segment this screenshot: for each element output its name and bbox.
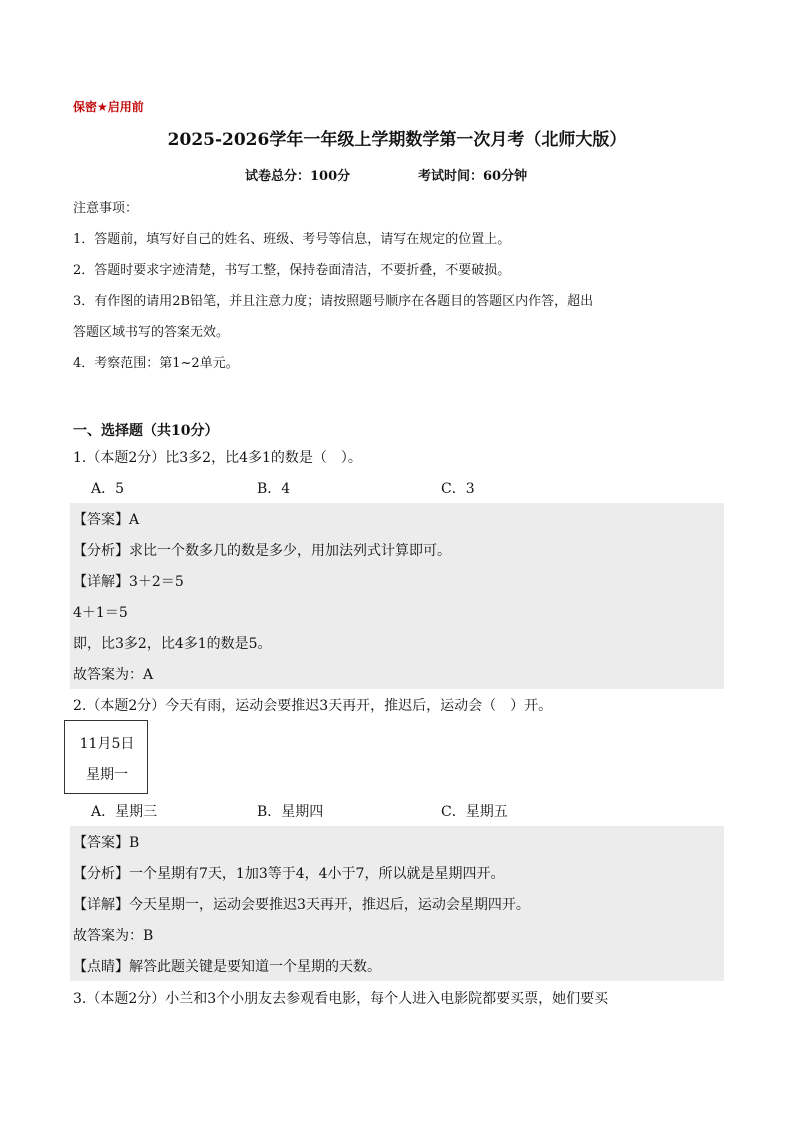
solution-line: 【点睛】解答此题关键是要知道一个星期的天数。	[73, 959, 381, 975]
question-2-option-a: A．星期三	[91, 804, 158, 820]
confidential-label: 保密★启用前	[73, 100, 144, 114]
solution-line: 【详解】今天星期一，运动会要推迟3天再开，推迟后，运动会星期四开。	[73, 897, 530, 913]
solution-line: 【详解】3＋2＝5	[73, 574, 184, 590]
note-item: 4．考察范围：第1~2单元。	[73, 356, 239, 371]
question-2-stem: 2.（本题2分）今天有雨，运动会要推迟3天再开，推迟后，运动会（ ）开。	[73, 698, 553, 714]
exam-title: 2025-2026学年一年级上学期数学第一次月考（北师大版）	[167, 130, 627, 150]
question-1-option-a: A．5	[91, 481, 125, 497]
notes-heading: 注意事项：	[73, 201, 139, 216]
solution-line: 4＋1＝5	[73, 605, 128, 621]
solution-line: 故答案为：A	[73, 667, 154, 683]
section-title: 一、选择题（共10分）	[73, 423, 219, 439]
calendar-weekday: 星期一	[86, 767, 128, 783]
question-1-option-c: C．3	[441, 481, 475, 497]
note-item: 3．有作图的请用2B铅笔，并且注意力度；请按照题号顺序在各题目的答题区内作答，超出	[73, 294, 594, 309]
calendar-card	[64, 720, 148, 794]
calendar-date: 11月5日	[79, 736, 135, 752]
question-1-stem: 1.（本题2分）比3多2，比4多1的数是（ ）。	[73, 450, 362, 466]
question-3-stem: 3.（本题2分）小兰和3个小朋友去参观看电影，每个人进入电影院都要买票，她们要买	[73, 991, 609, 1007]
question-2-option-c: C．星期五	[441, 804, 508, 820]
solution-line: 【分析】求比一个数多几的数是多少，用加法列式计算即可。	[73, 543, 451, 559]
question-1-option-b: B．4	[257, 481, 291, 497]
note-item: 答题区域书写的答案无效。	[73, 325, 230, 340]
question-2-option-b: B．星期四	[257, 804, 324, 820]
total-score: 试卷总分：100分	[245, 169, 351, 184]
solution-line: 【答案】B	[73, 835, 140, 851]
solution-line: 故答案为：B	[73, 928, 154, 944]
exam-time: 考试时间：60分钟	[418, 169, 528, 184]
solution-line: 【分析】一个星期有7天，1加3等于4，4小于7，所以就是星期四开。	[73, 866, 505, 882]
note-item: 1．答题前，填写好自己的姓名、班级、考号等信息，请写在规定的位置上。	[73, 232, 511, 247]
solution-line: 即，比3多2，比4多1的数是5。	[73, 636, 272, 652]
note-item: 2．答题时要求字迹清楚，书写工整，保持卷面清洁，不要折叠，不要破损。	[73, 263, 511, 278]
question-1-solution-panel	[70, 503, 724, 689]
solution-line: 【答案】A	[73, 512, 140, 528]
